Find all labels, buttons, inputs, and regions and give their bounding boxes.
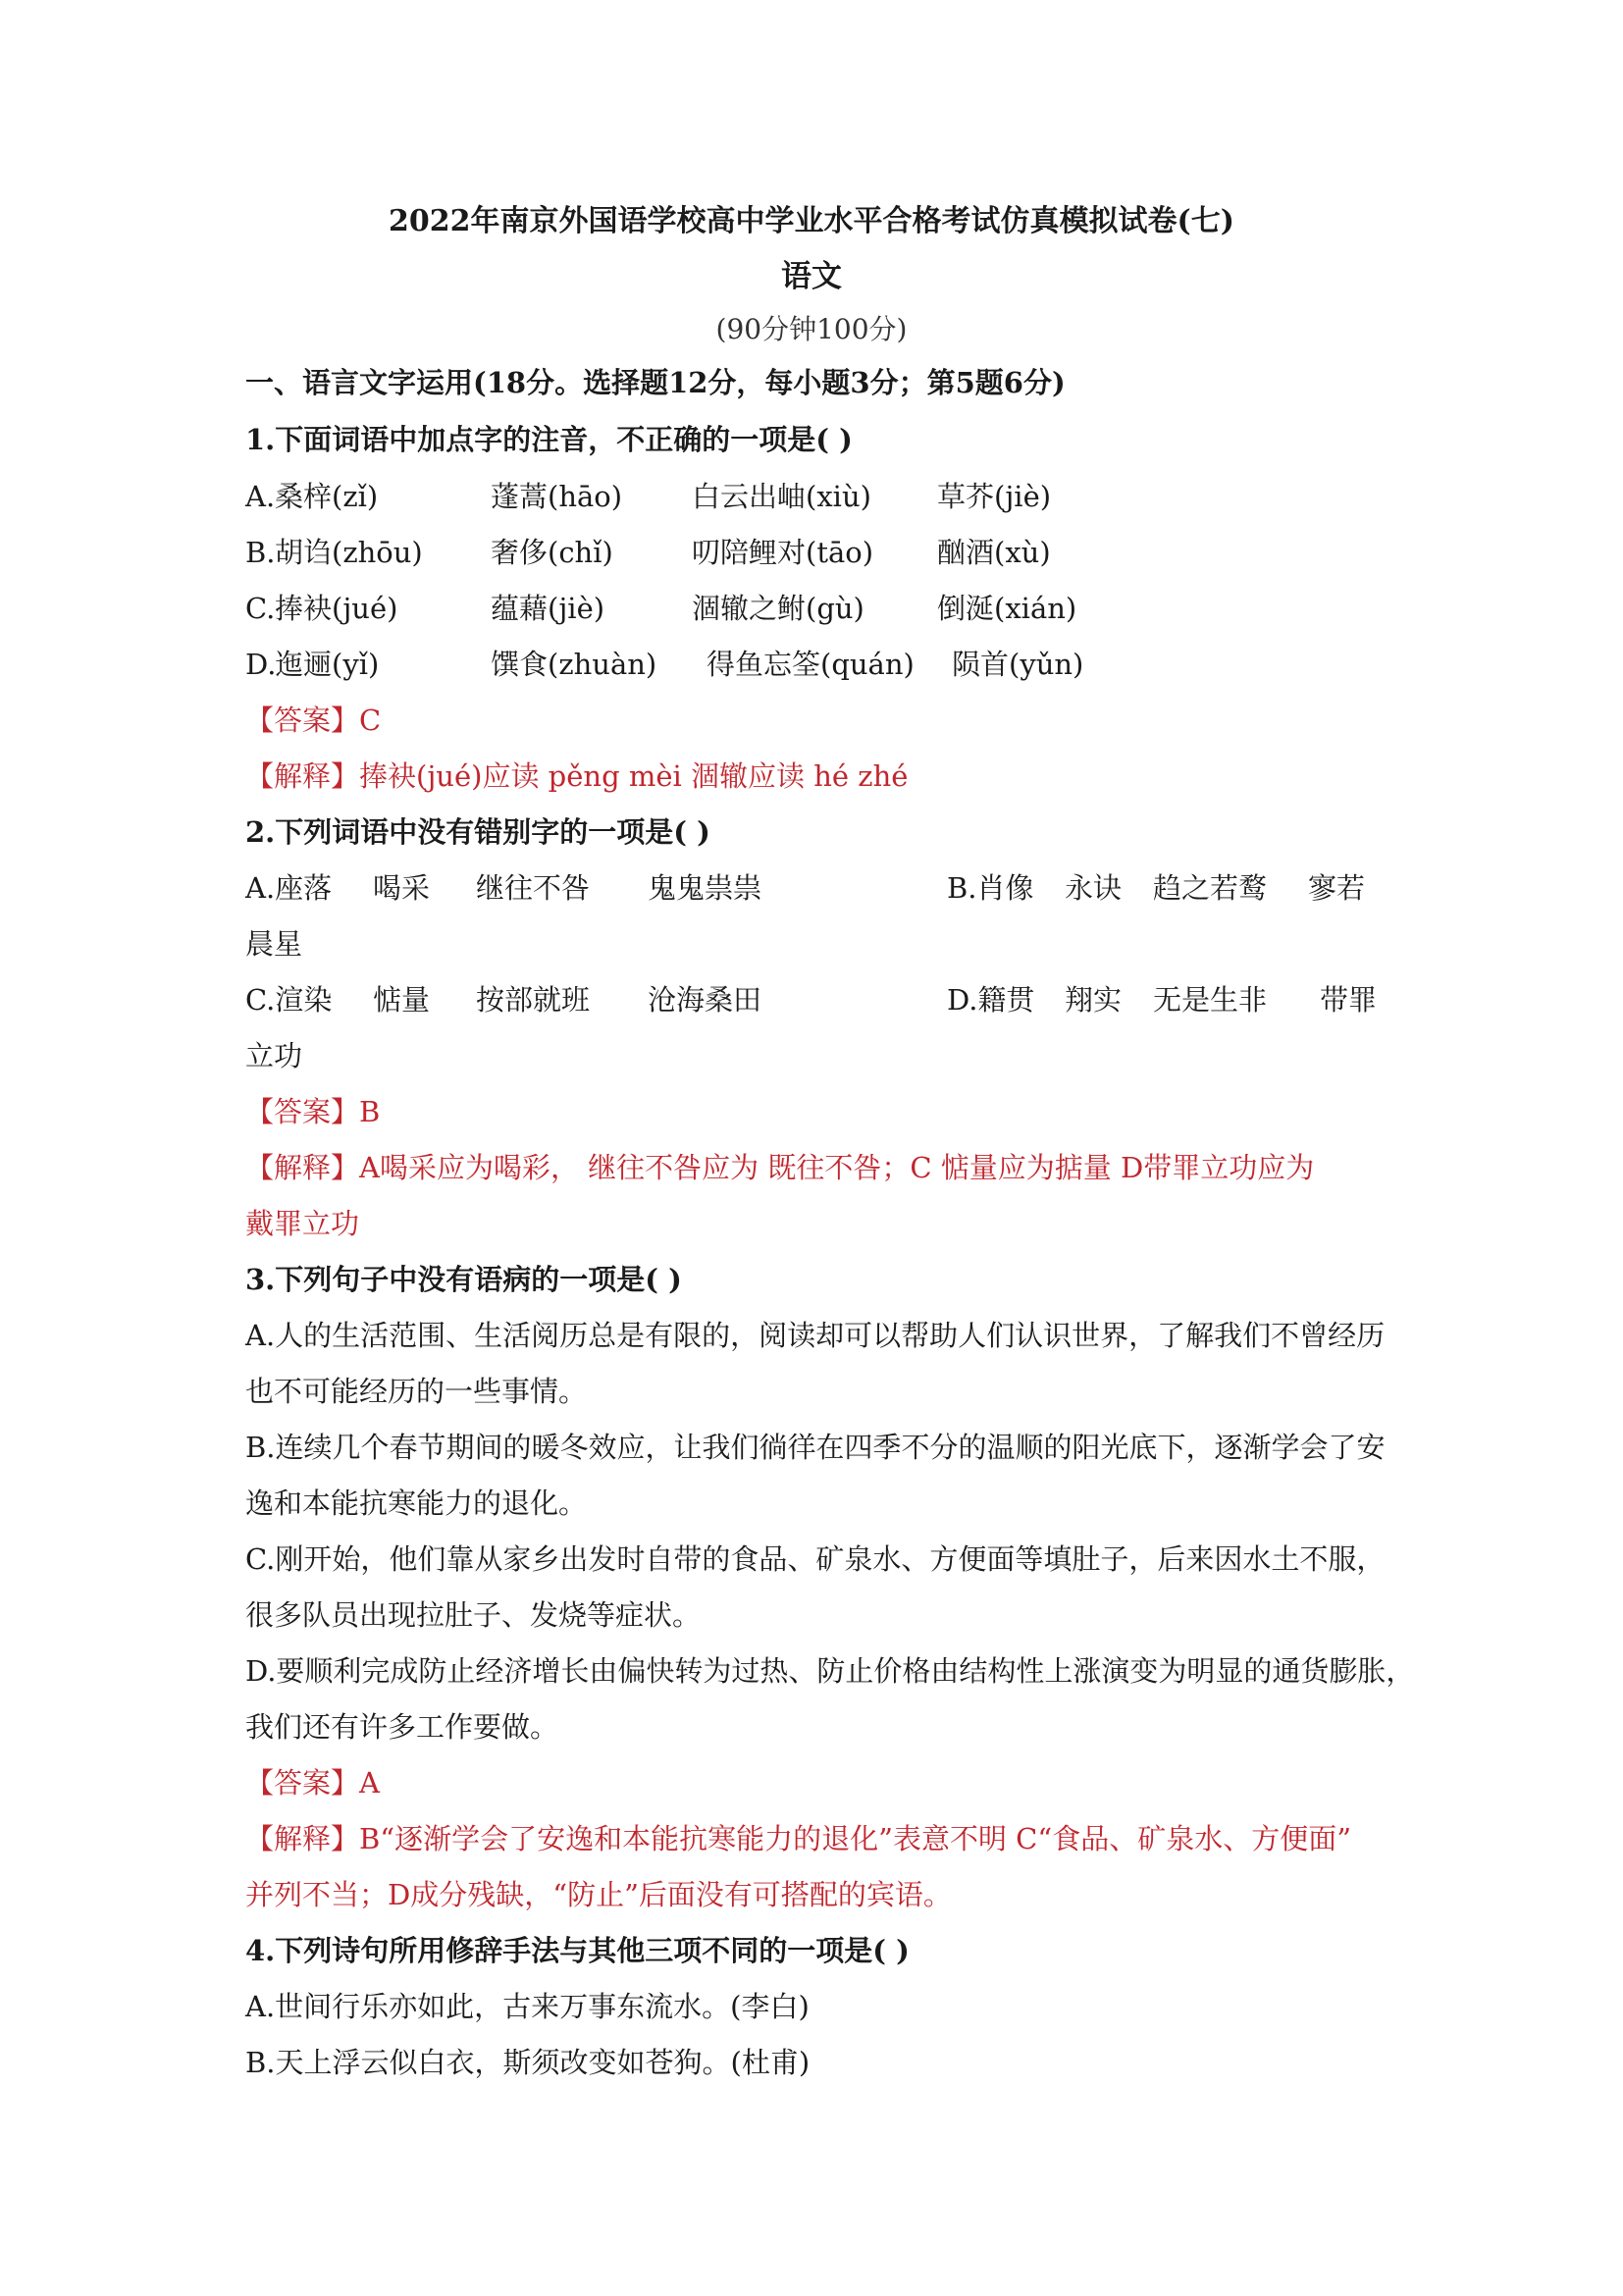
q1-answer: 【答案】C — [245, 704, 382, 737]
q2-option-d-cont: 立功 — [245, 1039, 303, 1072]
q1-term: 桑梓(zǐ) — [275, 480, 379, 513]
q3-option-a: A.人的生活范围、生活阅历总是有限的，阅读却可以帮助人们认识世界，了解我们不曾经历 — [245, 1319, 1386, 1352]
q3-answer: 【答案】A — [245, 1766, 380, 1800]
q3-option-a-cont: 也不可能经历的一些事情。 — [245, 1375, 588, 1408]
q1-term: 陨首(yǔn) — [952, 648, 1084, 681]
q1-term: 胡诌(zhōu) — [275, 536, 423, 569]
q2-term: 翔实 — [1065, 983, 1123, 1017]
q2-term: 永诀 — [1065, 871, 1123, 905]
q1-option-b — [245, 535, 1423, 570]
q1-option-d — [245, 647, 1423, 682]
q1-stem: 1.下面词语中加点字的注音，不正确的一项是( ) — [245, 423, 853, 456]
q3-option-b-cont: 逸和本能抗寒能力的退化。 — [245, 1487, 588, 1520]
q1-explanation: 【解释】捧袂(jué)应读 pěng mèi 涸辙应读 hé zhé — [245, 759, 909, 793]
q1-term: 酗酒(xù) — [937, 536, 1051, 569]
q3-option-d-cont: 我们还有许多工作要做。 — [245, 1710, 559, 1744]
q1-term: 得鱼忘筌(quán) — [707, 648, 915, 681]
q1-term: 奢侈(chǐ) — [491, 536, 613, 569]
q2-term: 趋之若鹜 — [1153, 871, 1268, 905]
exam-subject: 语文 — [781, 259, 842, 294]
q2-option-row-cd — [245, 982, 1423, 1018]
q2-term: 带罪 — [1320, 983, 1378, 1017]
q1-term: 捧袂(jué) — [275, 592, 398, 625]
q1-option-key: B. — [245, 536, 276, 569]
q1-term: 倒涎(xián) — [937, 592, 1077, 625]
q3-explanation: 【解释】B“逐渐学会了安逸和本能抗寒能力的退化”表意不明 C“食品、矿泉水、方便面” — [245, 1822, 1352, 1855]
q3-stem: 3.下列句子中没有语病的一项是( ) — [245, 1263, 682, 1296]
q2-explanation-cont: 戴罪立功 — [245, 1207, 360, 1240]
q2-term: 寥若 — [1308, 871, 1366, 905]
q1-term: 馔食(zhuàn) — [491, 648, 657, 681]
q2-term: 沧海桑田 — [648, 983, 762, 1017]
q1-term: 迤逦(yǐ) — [275, 648, 380, 681]
q1-option-c — [245, 591, 1423, 626]
q1-option-key: C. — [245, 592, 276, 625]
q1-option-key: A. — [245, 480, 276, 513]
q2-option-row-ab — [245, 870, 1423, 906]
q2-term: 继往不咎 — [476, 871, 591, 905]
q2-term: B.肖像 — [947, 871, 1034, 905]
q3-explanation-cont: 并列不当；D成分残缺，“防止”后面没有可搭配的宾语。 — [245, 1878, 952, 1911]
q2-term: D.籍贯 — [947, 983, 1035, 1017]
q2-term: 惦量 — [373, 983, 431, 1017]
q3-option-c: C.刚开始，他们靠从家乡出发时自带的食品、矿泉水、方便面等填肚子，后来因水土不服， — [245, 1542, 1386, 1576]
q1-option-a — [245, 479, 1423, 514]
q4-option-a: A.世间行乐亦如此，古来万事东流水。(李白) — [245, 1990, 810, 2023]
q2-answer: 【答案】B — [245, 1095, 381, 1128]
q1-term: 蓬蒿(hāo) — [491, 480, 623, 513]
q2-term: 喝采 — [373, 871, 431, 905]
q4-option-b: B.天上浮云似白衣，斯须改变如苍狗。(杜甫) — [245, 2046, 811, 2079]
q1-term: 草芥(jiè) — [937, 480, 1052, 513]
exam-title: 2022年南京外国语学校高中学业水平合格考试仿真模拟试卷(七) — [389, 204, 1234, 238]
q2-explanation: 【解释】A喝采应为喝彩， 继往不咎应为 既往不咎；C 惦量应为掂量 D带罪立功应为 — [245, 1151, 1315, 1184]
q2-term: 无是生非 — [1153, 983, 1268, 1017]
exam-duration: (90分钟100分) — [715, 313, 908, 345]
q4-stem: 4.下列诗句所用修辞手法与其他三项不同的一项是( ) — [245, 1934, 910, 1967]
q2-term: 按部就班 — [476, 983, 591, 1017]
q1-term: 蕴藉(jiè) — [491, 592, 605, 625]
q2-term: C.渲染 — [245, 983, 333, 1017]
q3-option-c-cont: 很多队员出现拉肚子、发烧等症状。 — [245, 1598, 702, 1632]
section-heading: 一、语言文字运用(18分。选择题12分，每小题3分；第5题6分) — [245, 366, 1066, 399]
q1-term: 白云出岫(xiù) — [692, 480, 871, 513]
q1-term: 叨陪鲤对(tāo) — [692, 536, 874, 569]
q3-option-d: D.要顺利完成防止经济增长由偏快转为过热、防止价格由结构性上涨演变为明显的通货膨胀， — [245, 1654, 1415, 1688]
q3-option-b: B.连续几个春节期间的暖冬效应，让我们徜徉在四季不分的温顺的阳光底下，逐渐学会了安 — [245, 1431, 1386, 1464]
q1-option-key: D. — [245, 648, 277, 681]
q1-term: 涸辙之鲋(gù) — [692, 592, 864, 625]
q2-term: A.座落 — [245, 871, 333, 905]
q2-stem: 2.下列词语中没有错别字的一项是( ) — [245, 815, 710, 849]
q2-term: 鬼鬼祟祟 — [648, 871, 762, 905]
q2-option-b-cont: 晨星 — [245, 927, 303, 961]
